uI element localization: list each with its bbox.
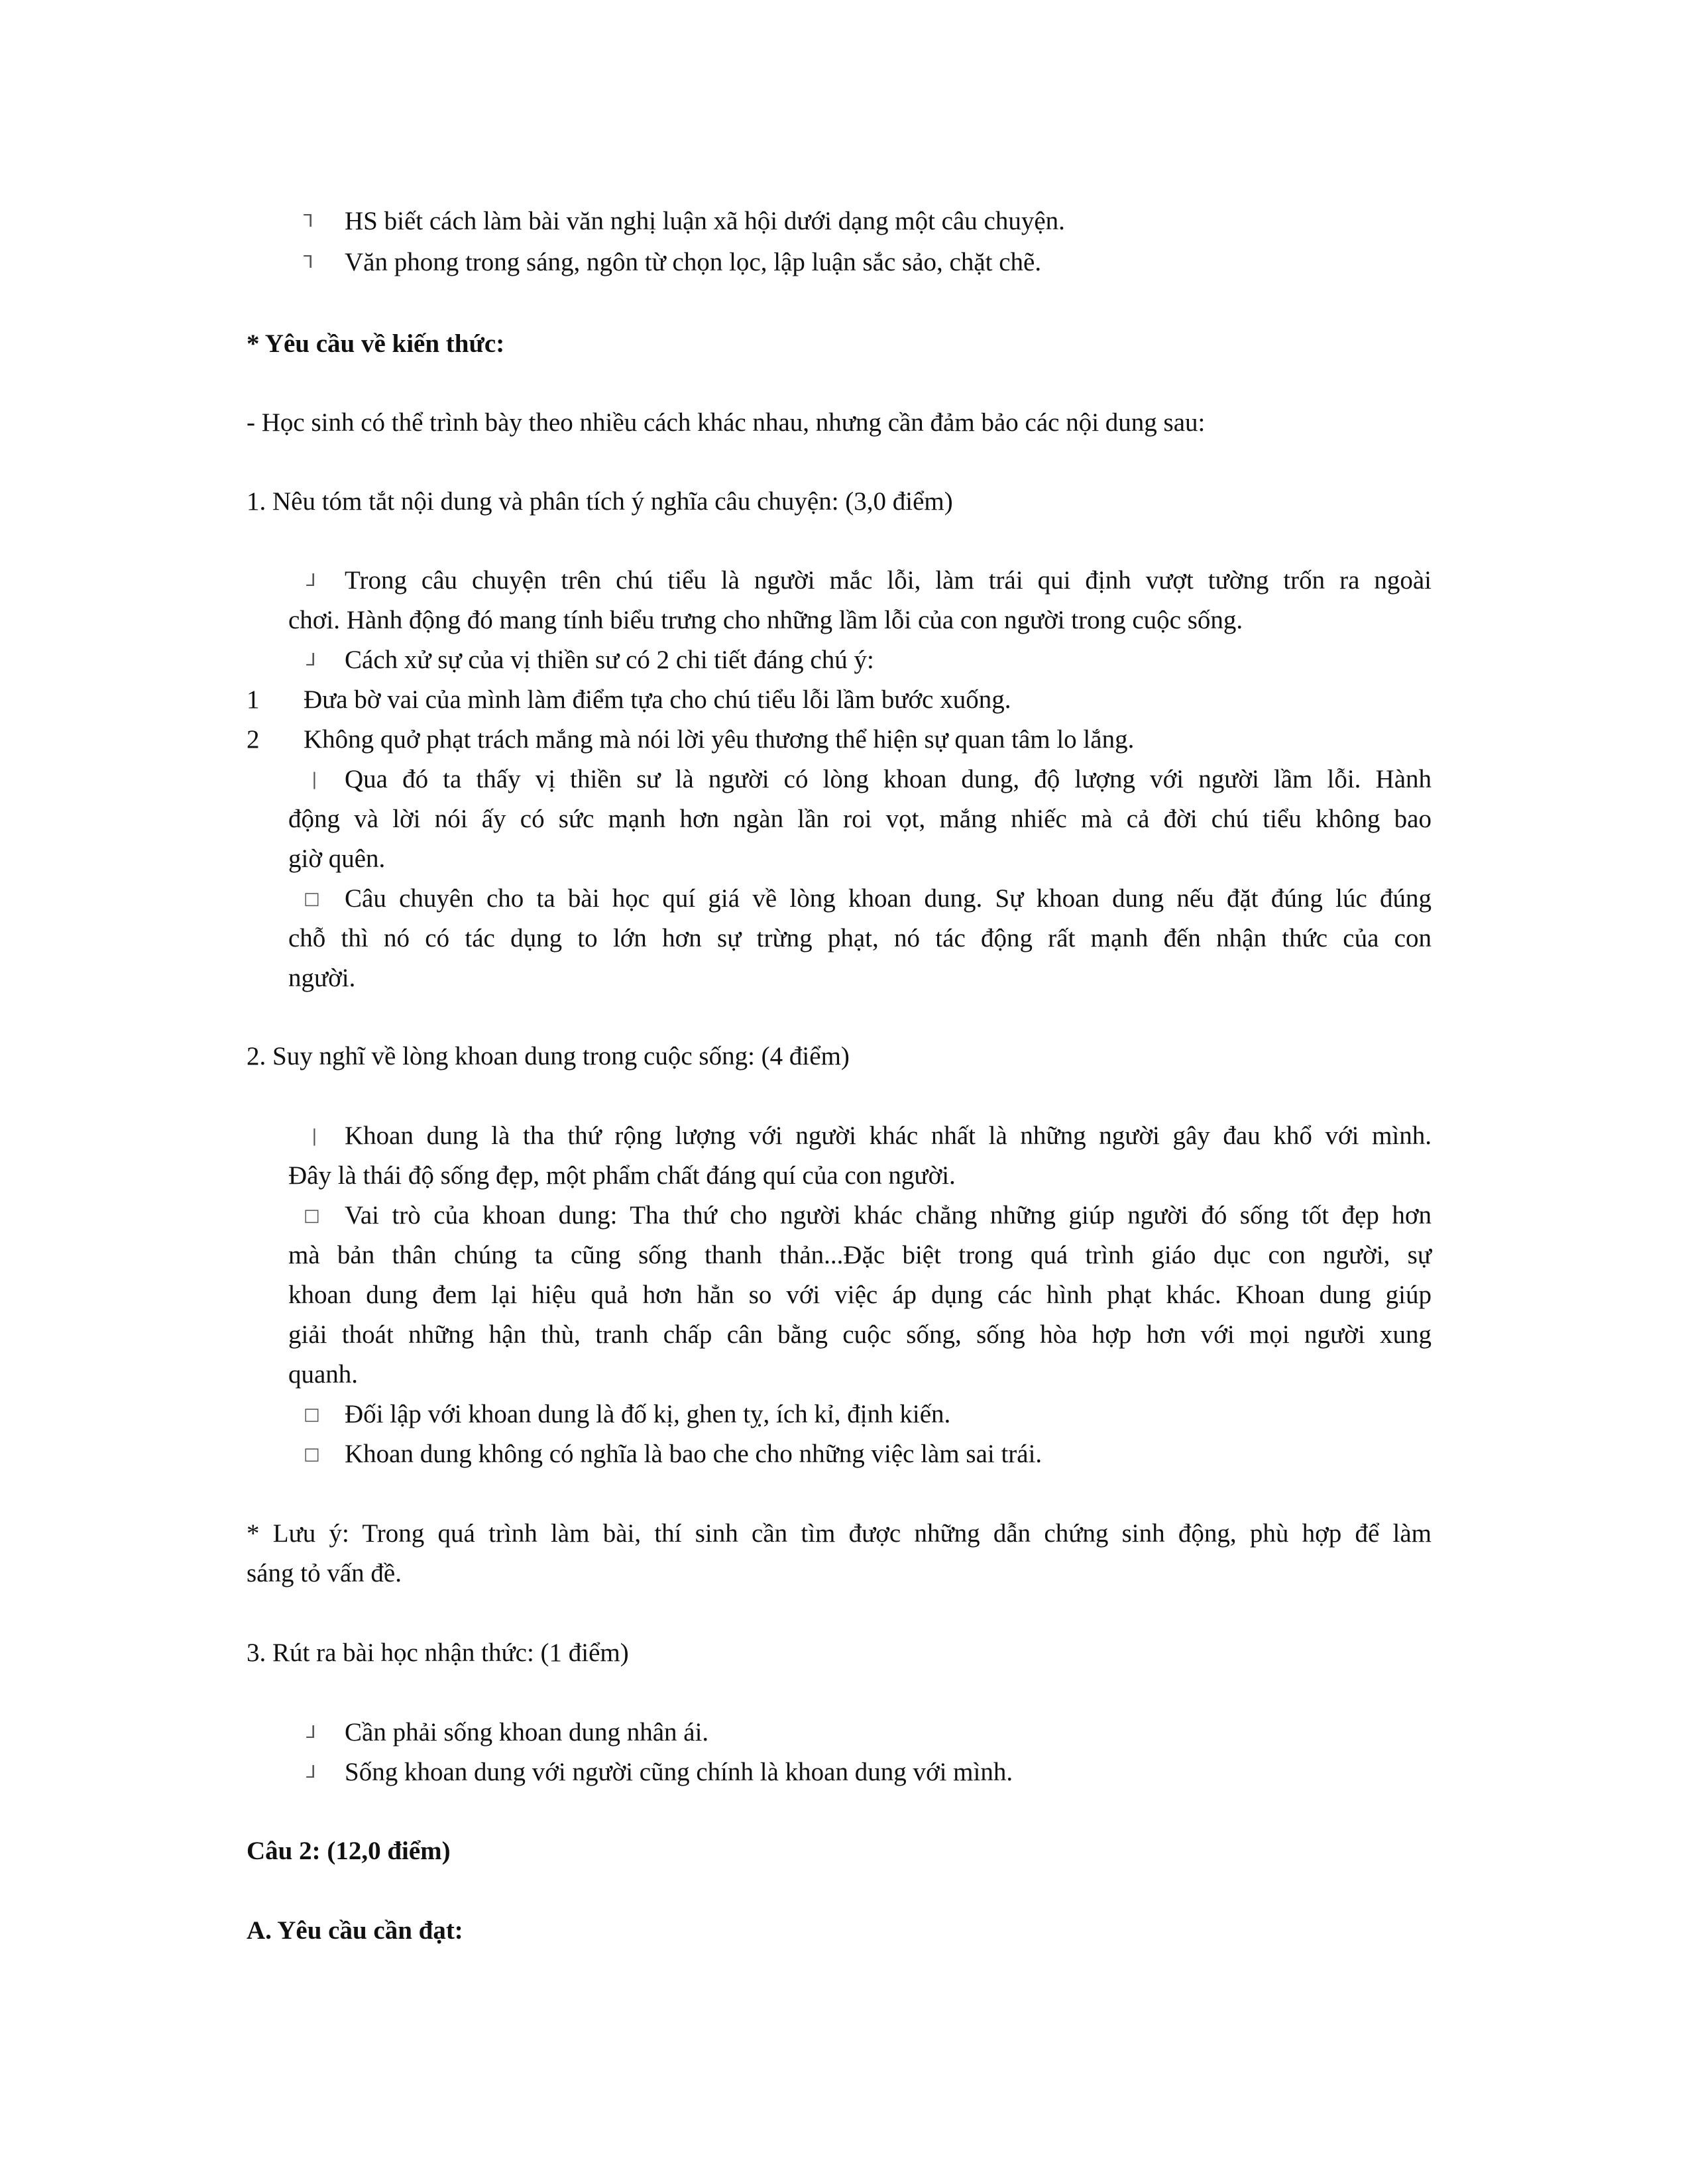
section1-bullet2: Cách xử sự của vị thiền sư có 2 chi tiết đáng chú ý: (345, 646, 874, 674)
section2-bullet2-line: quanh. (288, 1360, 359, 1389)
section1-bullet1-line: Trong câu chuyện trên chú tiểu là người mắc lỗi, làm trái qui định vượt tường trốn ra ngoài (345, 566, 1432, 595)
bullet-marker-icon: ⅃ (306, 650, 316, 670)
bullet-marker-icon: ⅃ (306, 1762, 316, 1782)
section2-bullet2-line: giải thoát những hận thù, tranh chấp cân bằng cuộc sống, sống hòa hợp hơn với mọi người xung (288, 1320, 1432, 1349)
bullet-marker-icon: □ (304, 1206, 320, 1226)
bullet-marker-icon: □ (304, 1444, 320, 1464)
bullet-marker-icon: ⅃ (306, 1723, 316, 1743)
section1-heading: 1. Nêu tóm tắt nội dung và phân tích ý nghĩa câu chuyện: (3,0 điểm) (247, 487, 953, 516)
section1-bullet3-line: Qua đó ta thấy vị thiền sư là người có lòng khoan dung, độ lượng với người lầm lỗi. Hành (345, 765, 1432, 793)
section3-bullet2: Sống khoan dung với người cũng chính là khoan dung với mình. (345, 1758, 1013, 1786)
note-line: * Lưu ý: Trong quá trình làm bài, thí sinh cần tìm được những dẫn chứng sinh động, phù hợp để làm (247, 1519, 1432, 1548)
list-number: 2 (247, 725, 260, 754)
section2-heading: 2. Suy nghĩ về lòng khoan dung trong cuộc sống: (4 điểm) (247, 1042, 850, 1070)
knowledge-heading: * Yêu cầu về kiến thức: (247, 329, 505, 358)
numbered-item: Không quở phạt trách mắng mà nói lời yêu thương thể hiện sự quan tâm lo lắng. (304, 725, 1135, 754)
section1-bullet1-line: chơi. Hành động đó mang tính biểu trưng cho những lầm lỗi của con người trong cuộc sống. (288, 606, 1243, 634)
note-line: sáng tỏ vấn đề. (247, 1559, 402, 1587)
section3-bullet1: Cần phải sống khoan dung nhân ái. (345, 1718, 709, 1747)
numbered-item: Đưa bờ vai của mình làm điểm tựa cho chú tiểu lỗi lầm bước xuống. (304, 685, 1011, 714)
section2-bullet1-line: Khoan dung là tha thứ rộng lượng với người khác nhất là những người gây đau khổ với mình. (345, 1121, 1432, 1150)
cau2-heading: Câu 2: (12,0 điểm) (247, 1837, 451, 1865)
knowledge-intro: - Học sinh có thể trình bày theo nhiều cách khác nhau, nhưng cần đảm bảo các nội dung sau: (247, 408, 1206, 437)
sectionA-heading: A. Yêu cầu cần đạt: (247, 1916, 463, 1945)
section1-bullet4-line: người. (288, 964, 356, 992)
bullet-marker-icon: ⅃ (306, 571, 316, 591)
section2-bullet1-line: Đây là thái độ sống đẹp, một phẩm chất đáng quí của con người. (288, 1161, 956, 1190)
bullet-marker-icon: ⅂ (304, 253, 313, 272)
bullet-marker-icon: □ (304, 1405, 320, 1424)
section1-bullet4-line: Câu chuyên cho ta bài học quí giá về lòng khoan dung. Sự khoan dung nếu đặt đúng lúc đúng (345, 884, 1432, 913)
list-number: 1 (247, 685, 260, 714)
section2-bullet2-line: Vai trò của khoan dung: Tha thứ cho người khác chẳng những giúp người đó sống tốt đẹp hơn (345, 1201, 1432, 1230)
section1-bullet3-line: động và lời nói ấy có sức mạnh hơn ngàn lần roi vọt, mắng nhiếc mà cả đời chú tiểu không bao (288, 805, 1432, 833)
bullet-marker-icon: | (311, 770, 317, 789)
section2-bullet3: Đối lập với khoan dung là đố kị, ghen tỵ, ích kỉ, định kiến. (345, 1400, 951, 1428)
bullet-marker-icon: ⅂ (304, 211, 313, 231)
intro-bullet: Văn phong trong sáng, ngôn từ chọn lọc, lập luận sắc sảo, chặt chẽ. (345, 248, 1042, 276)
section1-bullet4-line: chỗ thì nó có tác dụng to lớn hơn sự trừng phạt, nó tác động rất mạnh đến nhận thức của con (288, 924, 1432, 952)
intro-bullet: HS biết cách làm bài văn nghị luận xã hội dưới dạng một câu chuyện. (345, 207, 1065, 235)
bullet-marker-icon: □ (304, 889, 320, 909)
bullet-marker-icon: | (311, 1126, 317, 1146)
section1-bullet3-line: giờ quên. (288, 844, 386, 873)
section2-bullet2-line: khoan dung đem lại hiệu quả hơn hẳn so với việc áp dụng các hình phạt khác. Khoan dung giúp (288, 1281, 1432, 1309)
section2-bullet4: Khoan dung không có nghĩa là bao che cho những việc làm sai trái. (345, 1440, 1042, 1468)
section2-bullet2-line: mà bản thân chúng ta cũng sống thanh thản...Đặc biệt trong quá trình giáo dục con người, sự (288, 1241, 1432, 1269)
section3-heading: 3. Rút ra bài học nhận thức: (1 điểm) (247, 1638, 629, 1667)
